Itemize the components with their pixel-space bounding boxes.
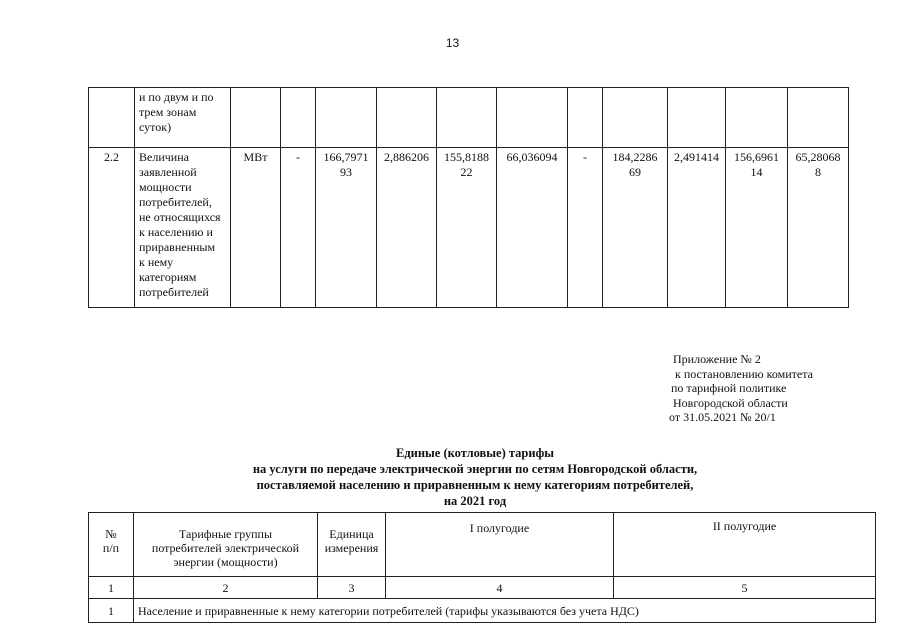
value-cell: - <box>568 148 603 308</box>
table-cell <box>726 88 788 148</box>
unit-cell: МВт <box>231 148 281 308</box>
table-header-row <box>89 513 876 577</box>
table-cell <box>316 88 377 148</box>
section-row <box>89 599 876 623</box>
section-number: 1 <box>89 599 134 623</box>
table-cell <box>377 88 437 148</box>
document-title: Единые (котловые) тарифы на услуги по передаче электрической энергии по сетям Новгородской области, поставляемой населению и приравненным к нему категориям потребителей, на 2021 год <box>252 446 698 508</box>
table-cell <box>788 88 849 148</box>
row-label: Величина заявленной мощности потребителей, не относящихся к населению и приравненным к нему категориям потребителей <box>135 148 231 308</box>
row-label-continuation: и по двум и по трем зонам суток) <box>135 88 231 148</box>
top-tariff-table <box>88 87 849 308</box>
page-number: 13 <box>445 36 460 50</box>
table-cell <box>89 88 135 148</box>
header-num: № п/п <box>89 513 134 577</box>
appendix-line: Приложение № 2 <box>673 352 761 366</box>
appendix-note <box>669 352 813 425</box>
table-cell <box>437 88 497 148</box>
row-number: 2.2 <box>89 148 135 308</box>
index-cell: 4 <box>386 577 614 599</box>
table-cell <box>568 88 603 148</box>
index-cell: 3 <box>318 577 386 599</box>
value-cell: 66,036094 <box>497 148 568 308</box>
index-row <box>89 577 876 599</box>
value-cell: 2,491414 <box>668 148 726 308</box>
table-row <box>89 88 849 148</box>
table-cell <box>603 88 668 148</box>
table-cell <box>281 88 316 148</box>
appendix-line: по тарифной политике <box>671 381 787 395</box>
value-cell: 65,28068 8 <box>788 148 849 308</box>
header-unit: Единица измерения <box>318 513 386 577</box>
appendix-line: от 31.05.2021 № 20/1 <box>669 410 776 424</box>
value-cell: - <box>281 148 316 308</box>
table-cell <box>668 88 726 148</box>
section-label: Население и приравненные к нему категории потребителей (тарифы указываются без учета НДС) <box>134 599 876 623</box>
value-cell: 2,886206 <box>377 148 437 308</box>
index-cell: 1 <box>89 577 134 599</box>
header-groups: Тарифные группы потребителей электрической энергии (мощности) <box>134 513 318 577</box>
table-cell <box>231 88 281 148</box>
value-cell: 155,8188 22 <box>437 148 497 308</box>
header-first-half: I полугодие <box>386 513 614 577</box>
index-cell: 2 <box>134 577 318 599</box>
value-cell: 184,2286 69 <box>603 148 668 308</box>
value-cell: 166,7971 93 <box>316 148 377 308</box>
tariff-table <box>88 512 876 623</box>
value-cell: 156,6961 14 <box>726 148 788 308</box>
table-row <box>89 148 849 308</box>
appendix-line: Новгородской области <box>673 395 788 410</box>
appendix-line: к постановлению комитета <box>675 366 813 381</box>
table-cell <box>497 88 568 148</box>
header-second-half: II полугодие <box>614 513 876 577</box>
index-cell: 5 <box>614 577 876 599</box>
